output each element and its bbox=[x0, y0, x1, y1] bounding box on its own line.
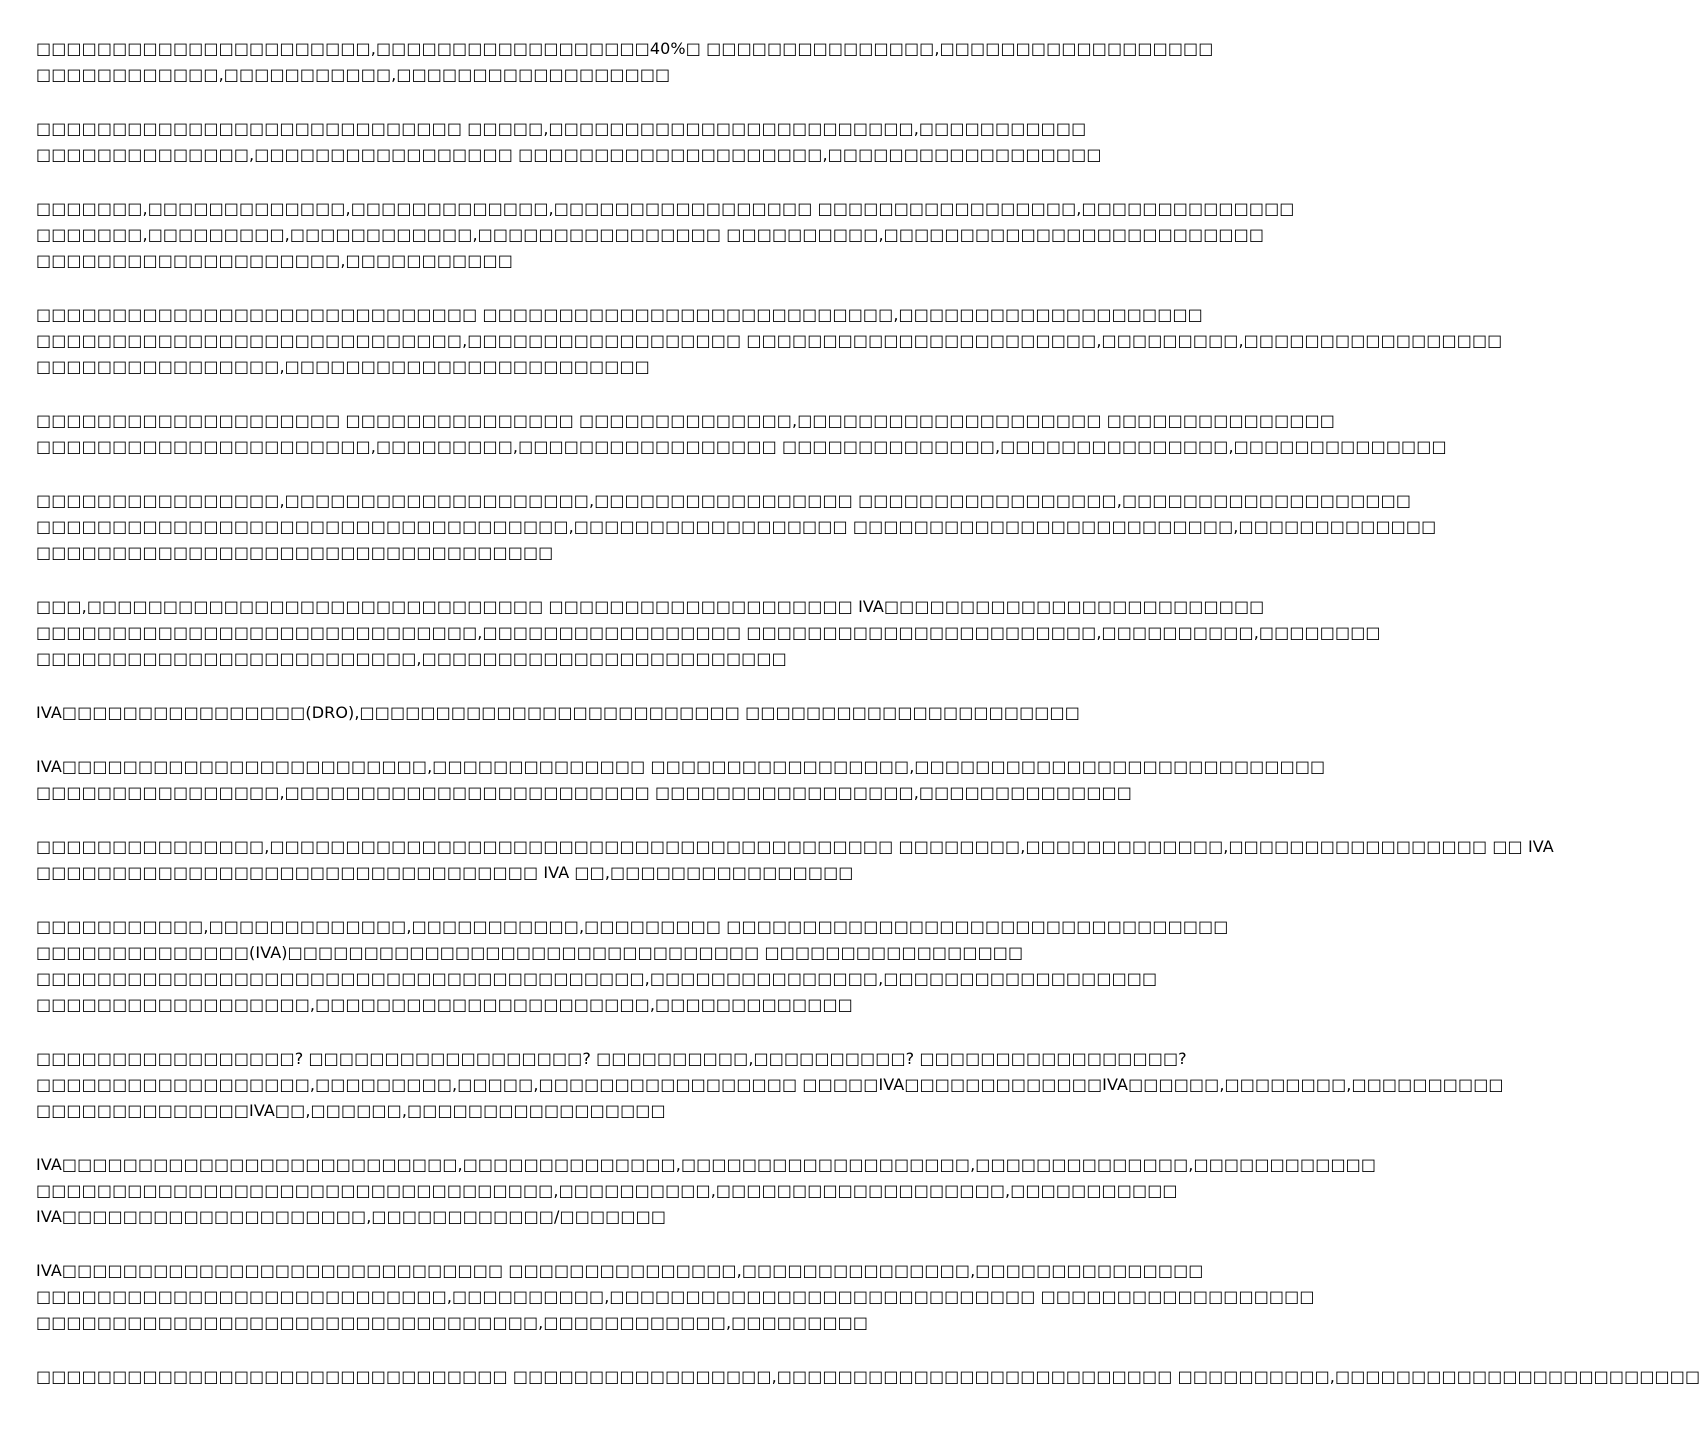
text-line: □□□□□□□□□□□□□□□,□□□□□□□□□□□□□□□□□□□□□□□□□□□□□□□□□□□□□□□□□ □□□□□□□□,□□□□□□□□□□□□□,□□□□□□□□□□□□□□□□□ □□ IVA bbox=[36, 837, 1554, 856]
paragraph bbox=[36, 700, 1080, 726]
text-line: □□□□□□□□□□□□□□□□,□□□□□□□□□□□□□□□□□□□□□□□□ bbox=[36, 357, 650, 376]
text-line: □□□□□□□□□□□□□□□□,□□□□□□□□□□□□□□□□□□□□,□□□□□□□□□□□□□□□□□ □□□□□□□□□□□□□□□□□,□□□□□□□□□□□□□□□□□□□ bbox=[36, 491, 1412, 510]
text-line: □□□□□□□□□□□□□□□□□□□□ □□□□□□□□□□□□□□□ □□□□□□□□□□□□□□,□□□□□□□□□□□□□□□□□□□□ □□□□□□□□□□□□□□□ bbox=[36, 411, 1335, 430]
text-line: IVA□□□□□□□□□□□□□□□□□□□□□□□□□□□□□ □□□□□□□□□□□□□□□,□□□□□□□□□□□□□□□,□□□□□□□□□□□□□□□ bbox=[36, 1261, 1204, 1280]
paragraph bbox=[36, 488, 1437, 566]
text-line: □□□□□□□□□□□□□□□□□□□□□□,□□□□□□□□□□□□□□□□□□40%□ □□□□□□□□□□□□□□□,□□□□□□□□□□□□□□□□□□ bbox=[36, 39, 1214, 58]
paragraph bbox=[36, 1364, 1700, 1390]
text-line: □□□□□□□□□□□□□□IVA□□,□□□□□□,□□□□□□□□□□□□□□□□□ bbox=[36, 1101, 666, 1120]
text-line: □□□□□□□□□□□□□□□□□□□□□□□□□□□□□□□ □□□□□□□□□□□□□□□□□,□□□□□□□□□□□□□□□□□□□□□□□□□□ □□□□□□□□□□,□□□□□□□□□□□□□□□□□□□□□□□□ bbox=[36, 1367, 1700, 1386]
text-line: □□□□□□□□□□□□□□□□□□□□□□□□□□□,□□□□□□□□□□,□□□□□□□□□□□□□□□□□□□□□□□□□□□□ □□□□□□□□□□□□□□□□□□ bbox=[36, 1287, 1315, 1306]
paragraph bbox=[36, 408, 1447, 460]
text-line: □□□□□□□□□□□□□□□□□□□□□□□□□□□□□□□□□ IVA □□,□□□□□□□□□□□□□□□□ bbox=[36, 863, 854, 882]
text-line: □□□□□□□□□□□□□□□□,□□□□□□□□□□□□□□□□□□□□□□□□ □□□□□□□□□□□□□□□□□,□□□□□□□□□□□□□□ bbox=[36, 783, 1132, 802]
paragraph bbox=[36, 754, 1326, 806]
paragraph bbox=[36, 302, 1503, 380]
text-line: □□□□□□□□□□□□□□(IVA)□□□□□□□□□□□□□□□□□□□□□□□□□□□□□□□ □□□□□□□□□□□□□□□□□ bbox=[36, 943, 1024, 962]
text-line: □□□□□□□□□□□□□□□□□□□□□□□□□□□□□ □□□□□□□□□□□□□□□□□□□□□□□□□□□,□□□□□□□□□□□□□□□□□□□□ bbox=[36, 305, 1203, 324]
text-line: □□□□□□□□□□□□□□□□□□,□□□□□□□□□,□□□□□,□□□□□□□□□□□□□□□□□ □□□□□IVA□□□□□□□□□□□□□IVA□□□□□□,□□□□□□□□,□□□□□□□□□□ bbox=[36, 1075, 1504, 1094]
text-line: □□□□□□□□□□□,□□□□□□□□□□□□□,□□□□□□□□□□□,□□□□□□□□□ □□□□□□□□□□□□□□□□□□□□□□□□□□□□□□□□□ bbox=[36, 917, 1229, 936]
text-line: □□□,□□□□□□□□□□□□□□□□□□□□□□□□□□□□□□ □□□□□□□□□□□□□□□□□□□□ IVA□□□□□□□□□□□□□□□□□□□□□□□□□ bbox=[36, 597, 1265, 616]
text-line: □□□□□□□□□□□□□□□□□□□□□□□□□□□□□□□□□,□□□□□□□□□□□□,□□□□□□□□□ bbox=[36, 1313, 869, 1332]
text-line: □□□□□□□□□□□□□□□□□□□□□□□□□□□□□□□□□□ bbox=[36, 543, 554, 562]
paragraph bbox=[36, 914, 1229, 1018]
paragraph bbox=[36, 116, 1102, 168]
text-line: IVA□□□□□□□□□□□□□□□□□□□□□□□□,□□□□□□□□□□□□□□ □□□□□□□□□□□□□□□□□,□□□□□□□□□□□□□□□□□□□□□□□□□□□ bbox=[36, 757, 1326, 776]
text-line: □□□□□□□□□□□□□□□□□□□□□□□□□□□□□□□□□□□□□□□□,□□□□□□□□□□□□□□□,□□□□□□□□□□□□□□□□□□ bbox=[36, 969, 1158, 988]
paragraph bbox=[36, 834, 1554, 886]
text-line: IVA□□□□□□□□□□□□□□□□(DRO),□□□□□□□□□□□□□□□□□□□□□□□□□ □□□□□□□□□□□□□□□□□□□□□□ bbox=[36, 703, 1080, 722]
paragraph bbox=[36, 1258, 1315, 1336]
text-line: □□□□□□□□□□□□□□□□□□□□□□□□□,□□□□□□□□□□□□□□□□□□□□□□□□ bbox=[36, 649, 787, 668]
paragraph bbox=[36, 1152, 1377, 1230]
paragraph bbox=[36, 1046, 1504, 1124]
text-line: IVA□□□□□□□□□□□□□□□□□□□□□□□□□□,□□□□□□□□□□□□□□,□□□□□□□□□□□□□□□□□□□,□□□□□□□□□□□□□□,□□□□□□□□□□□□ bbox=[36, 1155, 1377, 1174]
paragraph bbox=[36, 36, 1214, 88]
text-line: □□□□□□□□□□□□□□□□□□□□□□□□□□□□□,□□□□□□□□□□□□□□□□□ □□□□□□□□□□□□□□□□□□□□□□□,□□□□□□□□□□,□□□□□□□□ bbox=[36, 623, 1381, 642]
text-line: □□□□□□□□□□□□□□□□□? □□□□□□□□□□□□□□□□□□? □□□□□□□□□□,□□□□□□□□□□? □□□□□□□□□□□□□□□□□? bbox=[36, 1049, 1187, 1068]
text-line: □□□□□□□□□□□□□□□□□□□□□□□□□□□□□□□□□□□,□□□□□□□□□□□□□□□□□□ □□□□□□□□□□□□□□□□□□□□□□□□□,□□□□□□□□□□□□□ bbox=[36, 517, 1437, 536]
text-line: □□□□□□□□□□□□□□□□□□□□□□□□□□□□ □□□□□,□□□□□□□□□□□□□□□□□□□□□□□□,□□□□□□□□□□□ bbox=[36, 119, 1087, 138]
text-line: □□□□□□□□□□□□,□□□□□□□□□□□,□□□□□□□□□□□□□□□□□□ bbox=[36, 65, 671, 84]
text-line: □□□□□□□□□□□□□□□□□□□□,□□□□□□□□□□□ bbox=[36, 251, 513, 270]
text-line: □□□□□□□□□□□□□□□□□□,□□□□□□□□□□□□□□□□□□□□□□,□□□□□□□□□□□□□ bbox=[36, 995, 853, 1014]
text-line: □□□□□□□□□□□□□□□□□□□□□□□□□□□□□□□□□□,□□□□□□□□□□,□□□□□□□□□□□□□□□□□□□,□□□□□□□□□□□ bbox=[36, 1181, 1178, 1200]
text-line: □□□□□□□,□□□□□□□□□,□□□□□□□□□□□□,□□□□□□□□□□□□□□□□ □□□□□□□□□□,□□□□□□□□□□□□□□□□□□□□□□□□□ bbox=[36, 225, 1265, 244]
text-line: IVA□□□□□□□□□□□□□□□□□□□□,□□□□□□□□□□□□/□□□□□□□ bbox=[36, 1207, 667, 1226]
paragraph bbox=[36, 594, 1381, 672]
paragraph bbox=[36, 196, 1295, 274]
text-line: □□□□□□□,□□□□□□□□□□□□□,□□□□□□□□□□□□□,□□□□□□□□□□□□□□□□□ □□□□□□□□□□□□□□□□□,□□□□□□□□□□□□□□ bbox=[36, 199, 1295, 218]
text-line: □□□□□□□□□□□□□□,□□□□□□□□□□□□□□□□□ □□□□□□□□□□□□□□□□□□□□,□□□□□□□□□□□□□□□□□□ bbox=[36, 145, 1102, 164]
text-line: □□□□□□□□□□□□□□□□□□□□□□□□□□□□,□□□□□□□□□□□□□□□□□□ □□□□□□□□□□□□□□□□□□□□□□□,□□□□□□□□□,□□□□□□□□□□□□□□□□□ bbox=[36, 331, 1503, 350]
text-line: □□□□□□□□□□□□□□□□□□□□□□,□□□□□□□□□,□□□□□□□□□□□□□□□□□ □□□□□□□□□□□□□□,□□□□□□□□□□□□□□□,□□□□□□□□□□□□□□ bbox=[36, 437, 1447, 456]
